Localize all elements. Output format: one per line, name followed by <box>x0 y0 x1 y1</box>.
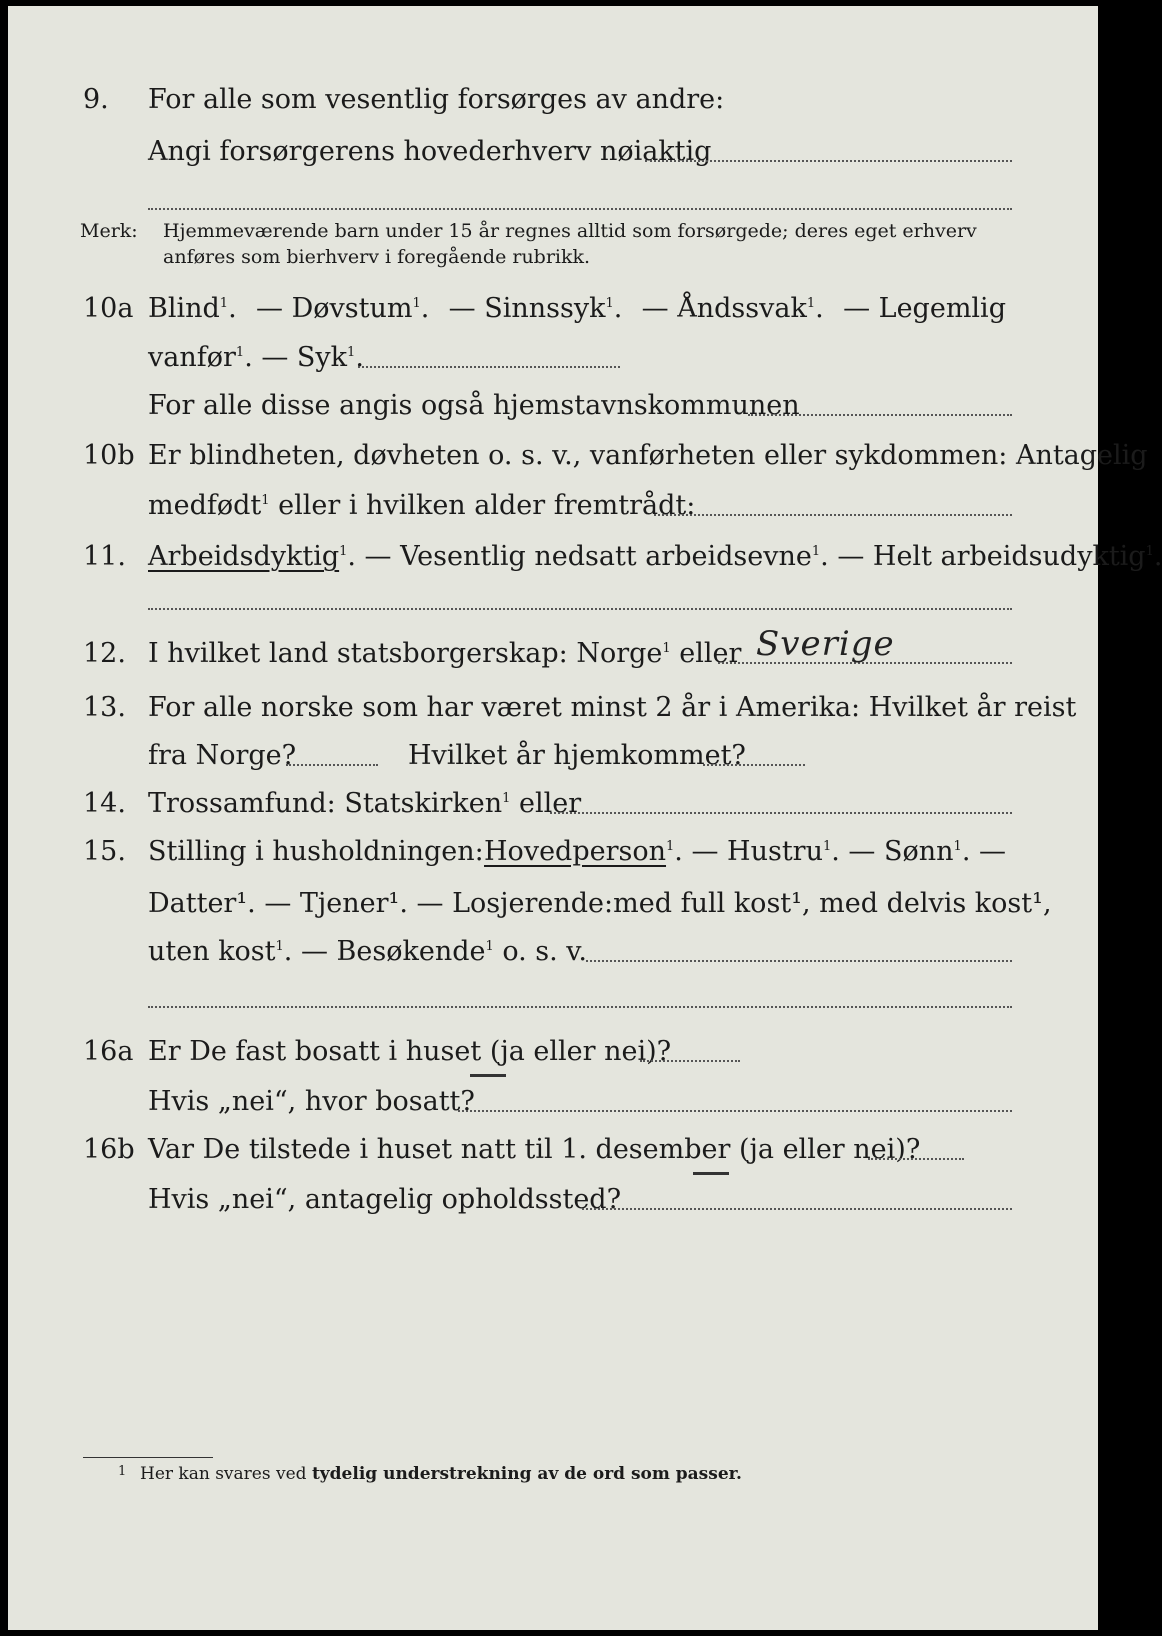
q15-line2: Datter¹. — Tjener¹. — Losjerende: med full kost¹, med delvis kost¹, <box>148 888 1052 919</box>
q16b-line1: Var De tilstede i huset natt til 1. desember (ja eller nei)? <box>148 1134 921 1165</box>
q15-number: 15. <box>83 836 126 867</box>
q10a-item-dovstum: — Døvstum$^1$. <box>256 293 430 324</box>
q16b-line2: Hvis „nei“, antagelig opholdssted? <box>148 1184 622 1215</box>
q15-answer-line-2[interactable] <box>148 1006 1012 1008</box>
footnote-mark: 1 <box>118 1464 127 1479</box>
q13-line2a: fra Norge? <box>148 740 297 771</box>
q14-answer-line[interactable] <box>550 812 1012 814</box>
q16b-answer-line[interactable] <box>868 1158 964 1160</box>
q15-line3: uten kost$^1$. — Besøkende$^1$ o. s. v. <box>148 936 587 967</box>
q11-line: Arbeidsdyktig$^1$. — Vesentlig nedsatt arbeidsevne$^1$. — Helt arbeidsudyktig$^1$. <box>148 541 1162 572</box>
q11-number: 11. <box>83 541 126 572</box>
q11-arbeidsdyktig: Arbeidsdyktig <box>148 541 340 572</box>
q10b-answer-line[interactable] <box>654 514 1012 516</box>
q13-reist-line[interactable] <box>286 764 378 766</box>
q10a-answer-line[interactable] <box>358 366 620 368</box>
q10a-line2: vanfør$^1$. — Syk$^1$. <box>148 342 364 373</box>
q9-answer-line[interactable] <box>645 160 1012 162</box>
q16a-line2: Hvis „nei“, hvor bosatt? <box>148 1086 475 1117</box>
q13-hjemkommet-line[interactable] <box>703 764 805 766</box>
footnote-rule <box>83 1457 213 1458</box>
q16b-ja-underline <box>693 1172 729 1175</box>
q11-answer-line[interactable] <box>148 608 1012 610</box>
q10b-number: 10b <box>83 440 135 471</box>
q10b-line1: Er blindheten, døvheten o. s. v., vanførheten eller sykdommen: Antagelig <box>148 440 1148 471</box>
q16a-line1: Er De fast bosatt i huset (ja eller nei)? <box>148 1036 672 1067</box>
q13-line1: For alle norske som har været minst 2 år i Amerika: Hvilket år reist <box>148 692 1077 723</box>
q15-line1: Stilling i husholdningen: Hovedperson$^1$. — Hustru$^1$. — Sønn$^1$. — <box>148 836 1006 867</box>
q10a-item-legemlig: — Legemlig <box>843 293 1006 324</box>
q9-number: 9. <box>83 84 109 115</box>
q10a-number: 10a <box>83 293 134 324</box>
merk-line2: anføres som bierhverv i foregående rubrikk. <box>163 246 591 268</box>
q10a-item-andssvak: — Åndssvak$^1$. <box>641 293 824 324</box>
q15-answer-line[interactable] <box>586 960 1012 962</box>
merk-label: Merk: <box>80 220 138 242</box>
q16a-answer-line[interactable] <box>640 1060 740 1062</box>
q16b-number: 16b <box>83 1134 135 1165</box>
q9-answer-line-2[interactable] <box>148 208 1012 210</box>
q13-line2b: Hvilket år hjemkommet? <box>408 740 746 771</box>
q9-line1: For alle som vesentlig forsørges av andre: <box>148 84 725 115</box>
q9-line2: Angi forsørgerens hovederhverv nøiaktig <box>148 136 712 167</box>
q16a-number: 16a <box>83 1036 134 1067</box>
q10b-line2: medfødt$^1$ eller i hvilken alder fremtrådt: <box>148 490 696 521</box>
q12-handwritten-answer: Sverige <box>756 624 895 664</box>
q10a-line3: For alle disse angis også hjemstavnskommunen <box>148 390 800 421</box>
q14-number: 14. <box>83 788 126 819</box>
q10a-item-sinnssyk: — Sinnssyk$^1$. <box>448 293 623 324</box>
q13-number: 13. <box>83 692 126 723</box>
merk-line1: Hjemmeværende barn under 15 år regnes alltid som forsørgede; deres eget erhverv <box>163 220 977 242</box>
q15-hovedperson: Hovedperson <box>484 836 667 867</box>
q16b-opholdssted-line[interactable] <box>582 1208 1012 1210</box>
q12-line: I hvilket land statsborgerskap: Norge$^1$ eller <box>148 638 742 669</box>
q14-line: Trossamfund: Statskirken$^1$ eller <box>148 788 582 819</box>
q10a-item-blind: Blind$^1$. <box>148 293 237 324</box>
q16a-ja-underline <box>470 1074 506 1077</box>
q16a-bosatt-line[interactable] <box>458 1110 1012 1112</box>
census-form-page <box>8 6 1162 1630</box>
footnote-text: Her kan svares ved tydelig understrekning av de ord som passer. <box>140 1464 742 1484</box>
q10a-line1 <box>148 293 1006 324</box>
q12-number: 12. <box>83 638 126 669</box>
q10a-hjemstavn-line[interactable] <box>748 414 1012 416</box>
